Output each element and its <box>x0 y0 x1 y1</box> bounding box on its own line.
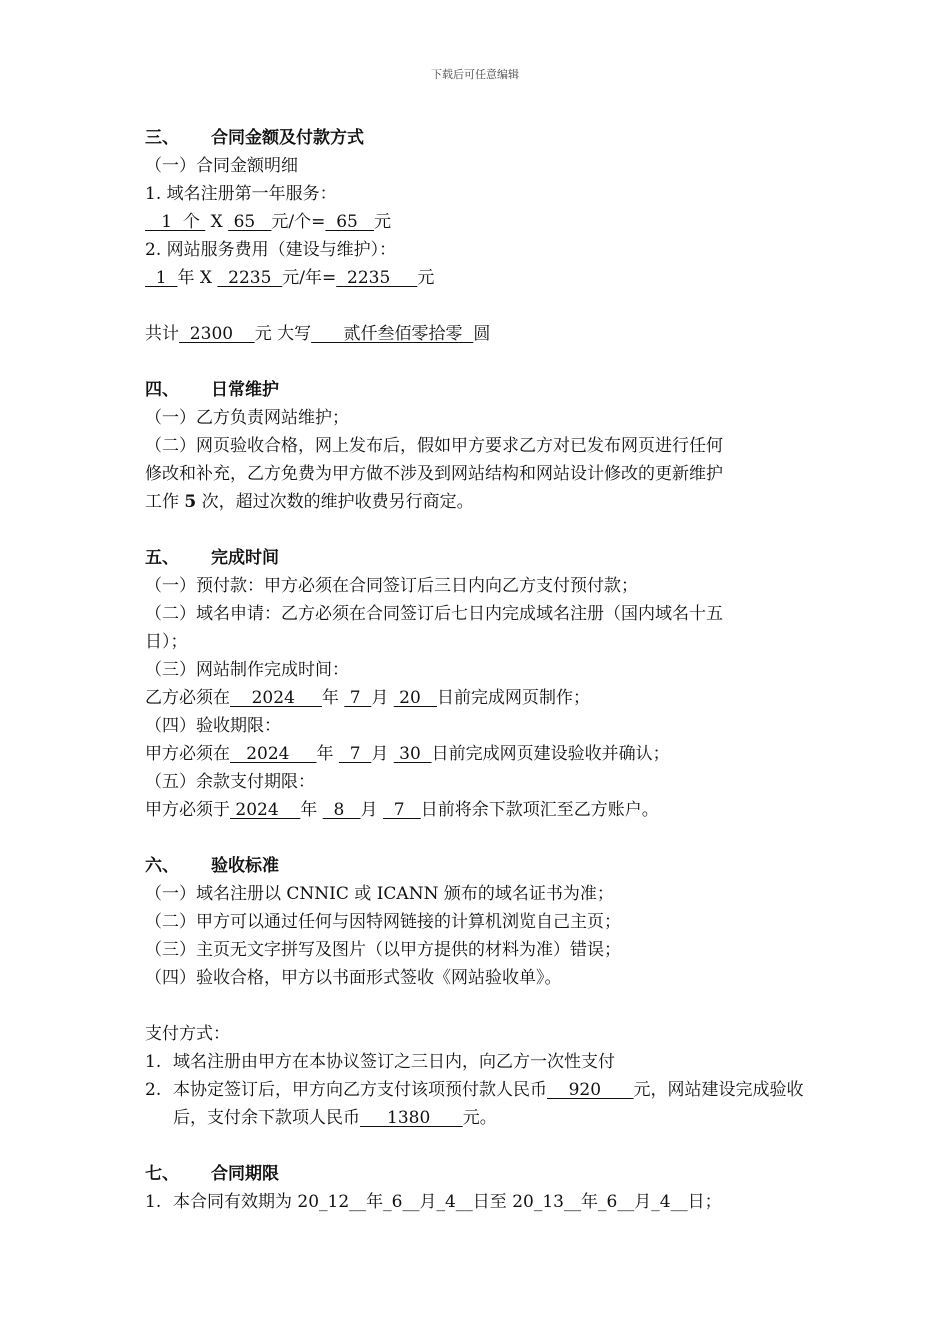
paragraph: （一）预付款：甲方必须在合同签订后三日内向乙方支付预付款； <box>145 576 638 596</box>
list-item: 1. 域名注册第一年服务： <box>145 184 337 204</box>
section-title: 日常维护 <box>211 380 279 400</box>
filled-blank: 65 <box>228 212 272 232</box>
filled-blank: 2235 <box>217 268 283 288</box>
list-item: 2. 本协定签订后，甲方向乙方支付该项预付款人民币 920 元，网站建设完成验收后，支付余下款项人民币 1380 元。 <box>145 1080 804 1128</box>
date-line: 甲方必须在 2024 年 7 月 30 日前完成网页建设验收并确认； <box>145 744 670 764</box>
filled-blank: 20 <box>393 688 437 708</box>
paragraph: （一）乙方负责网站维护； <box>145 408 349 428</box>
paragraph: 工作 5 次，超过次数的维护收费另行商定。 <box>145 492 474 512</box>
paragraph: （四）验收期限： <box>145 716 281 736</box>
section-title: 验收标准 <box>211 856 279 876</box>
filled-blank: 贰仟叁佰零拾零 <box>311 324 474 344</box>
section-heading-3 <box>145 124 810 152</box>
list-item: 2. 网站服务费用（建设与维护）： <box>145 240 397 260</box>
filled-blank: 2235 <box>336 268 418 288</box>
filled-blank: 7 <box>344 688 372 708</box>
filled-blank: 920 <box>547 1080 634 1100</box>
paragraph: （三）网站制作完成时间： <box>145 660 349 680</box>
subsection-label: （一）合同金额明细 <box>145 156 298 176</box>
filled-blank: 65 <box>325 212 375 232</box>
filled-blank: 2024 <box>230 688 322 708</box>
section-heading-4 <box>145 376 810 404</box>
section-number: 五、 <box>145 548 179 568</box>
calc-line-domain: 1 个 X 65 元/个= 65 元 <box>145 212 392 232</box>
list-item: 1. 本合同有效期为 20_12__年_6__月_4__日至 20_13__年_6__月_4__日； <box>145 1192 722 1212</box>
filled-blank: 2024 <box>230 800 301 820</box>
paragraph: （三）主页无文字拼写及图片（以甲方提供的材料为准）错误； <box>145 940 621 960</box>
section-heading-7 <box>145 1160 810 1188</box>
payment-title: 支付方式： <box>145 1024 230 1044</box>
filled-blank: 2024 <box>230 744 317 764</box>
section-title: 合同金额及付款方式 <box>211 128 364 148</box>
paragraph: （二）甲方可以通过任何与因特网链接的计算机浏览自己主页； <box>145 912 621 932</box>
paragraph: （五）余款支付期限： <box>145 772 315 792</box>
paragraph: 日）； <box>145 632 188 652</box>
filled-blank: 7 <box>338 744 372 764</box>
section-title: 完成时间 <box>211 548 279 568</box>
section-number: 七、 <box>145 1164 179 1184</box>
paragraph: （二）网页验收合格，网上发布后，假如甲方要求乙方对已发布网页进行任何 <box>145 436 723 456</box>
filled-blank: 1380 <box>360 1108 463 1128</box>
paragraph: （四）验收合格，甲方以书面形式签收《网站验收单》。 <box>145 968 562 988</box>
filled-blank: 1 <box>145 268 178 288</box>
filled-blank: 7 <box>382 800 421 820</box>
total-line: 共计 2300 元 大写 贰仟叁佰零拾零 圆 <box>145 324 491 344</box>
filled-blank: 1 个 <box>145 212 206 232</box>
section-heading-6 <box>145 852 810 880</box>
date-line: 甲方必须于 2024 年 8 月 7 日前将余下款项汇至乙方账户。 <box>145 800 659 820</box>
list-item: 1. 域名注册由甲方在本协议签订之三日内，向乙方一次性支付 <box>145 1052 615 1072</box>
paragraph: （一）域名注册以 CNNIC 或 ICANN 颁布的域名证书为准； <box>145 884 614 904</box>
section-number: 三、 <box>145 128 179 148</box>
calc-line-website: 1 年 X 2235 元/年= 2235 元 <box>145 268 435 288</box>
filled-blank: 2300 <box>179 324 255 344</box>
section-heading-5 <box>145 544 810 572</box>
date-line: 乙方必须在 2024 年 7 月 20 日前完成网页制作； <box>145 688 590 708</box>
section-title: 合同期限 <box>211 1164 279 1184</box>
filled-blank: 30 <box>393 744 432 764</box>
page-header: 下载后可任意编辑 <box>431 68 519 81</box>
document-body <box>145 124 810 1216</box>
filled-blank: 8 <box>322 800 361 820</box>
paragraph: （二）域名申请：乙方必须在合同签订后七日内完成域名注册（国内域名十五 <box>145 604 723 624</box>
paragraph: 修改和补充，乙方免费为甲方做不涉及到网站结构和网站设计修改的更新维护 <box>145 464 723 484</box>
section-number: 六、 <box>145 856 179 876</box>
section-number: 四、 <box>145 380 179 400</box>
